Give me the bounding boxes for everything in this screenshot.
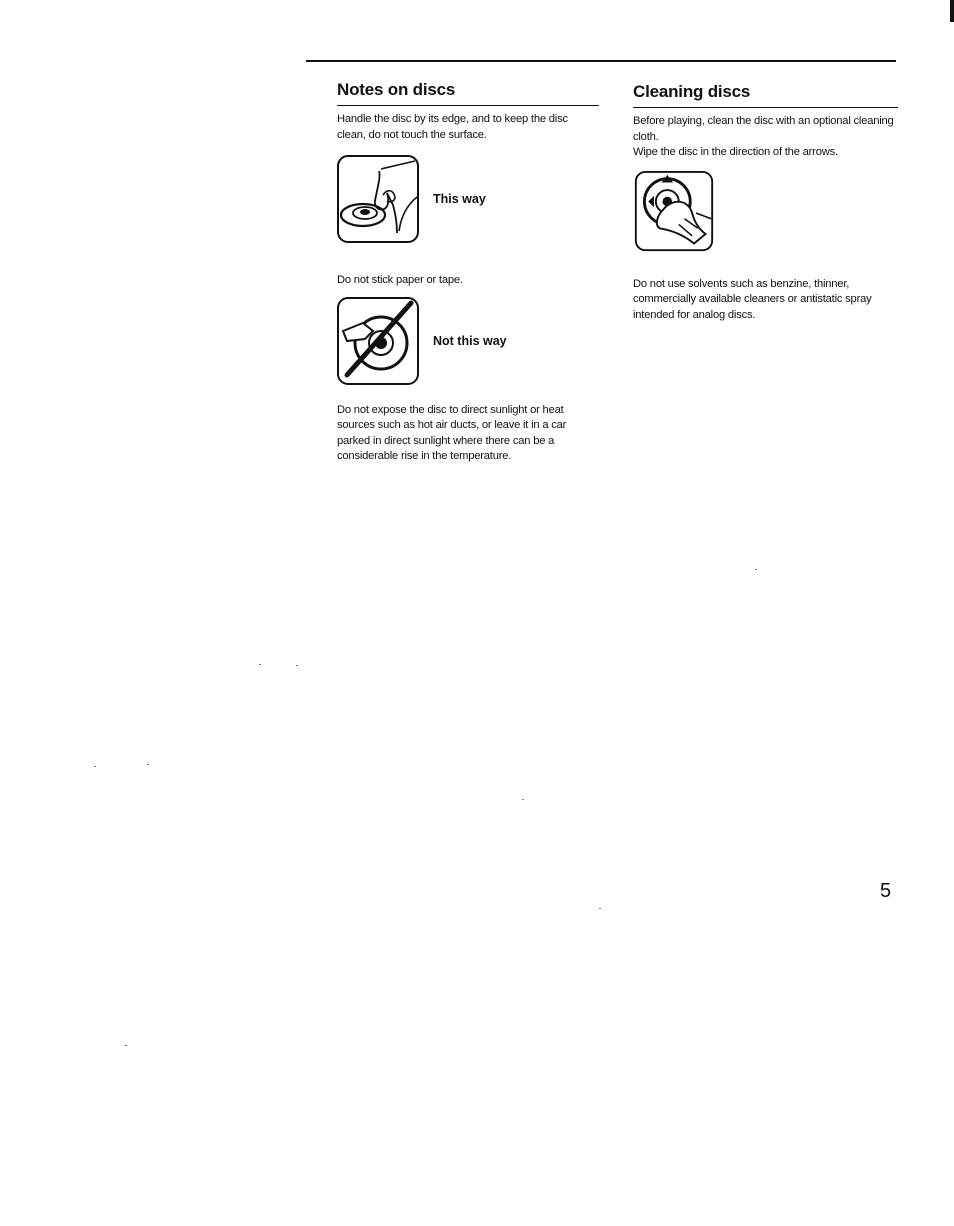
notes-intro: Handle the disc by its edge, and to keep the disc clean, do not touch the surface. [337, 113, 568, 141]
tape-warning: Do not stick paper or tape. [337, 274, 463, 286]
figure-not-this-way [337, 297, 599, 385]
caption-not-this-way: Not this way [433, 333, 507, 348]
notes-heading: Notes on discs [337, 80, 599, 106]
top-rule [306, 60, 896, 62]
scan-speck [755, 569, 757, 570]
scan-speck [296, 665, 298, 666]
solvent-warning: Do not use solvents such as benzine, thinner, commercially available cleaners or antistatic spray intended for analog discs. [633, 277, 872, 321]
cleaning-intro-1: Before playing, clean the disc with an optional cleaning cloth. [633, 115, 894, 143]
hand-holding-disc-icon [337, 155, 419, 243]
scan-speck [522, 799, 524, 800]
scan-speck [259, 664, 261, 665]
scan-speck [94, 766, 96, 767]
figure-this-way [337, 155, 599, 243]
notes-on-discs-section [337, 80, 599, 465]
scan-speck [125, 1045, 127, 1046]
scan-speck [147, 764, 149, 765]
disc-with-tape-crossed-icon [337, 297, 419, 385]
cleaning-intro-2: Wipe the disc in the direction of the arrows. [633, 146, 838, 158]
caption-this-way: This way [433, 192, 486, 206]
cleaning-discs-section [633, 82, 898, 323]
sunlight-warning: Do not expose the disc to direct sunlight or heat sources such as hot air ducts, or leave it in a car parked in direct sunlight where there can be a considerable rise in the temperature. [337, 403, 567, 462]
disc-wiping-cloth-icon [633, 171, 715, 255]
cleaning-heading: Cleaning discs [633, 82, 898, 108]
page-number: 5 [880, 880, 892, 902]
scan-speck [599, 908, 601, 909]
page-edge-mark [950, 0, 954, 22]
